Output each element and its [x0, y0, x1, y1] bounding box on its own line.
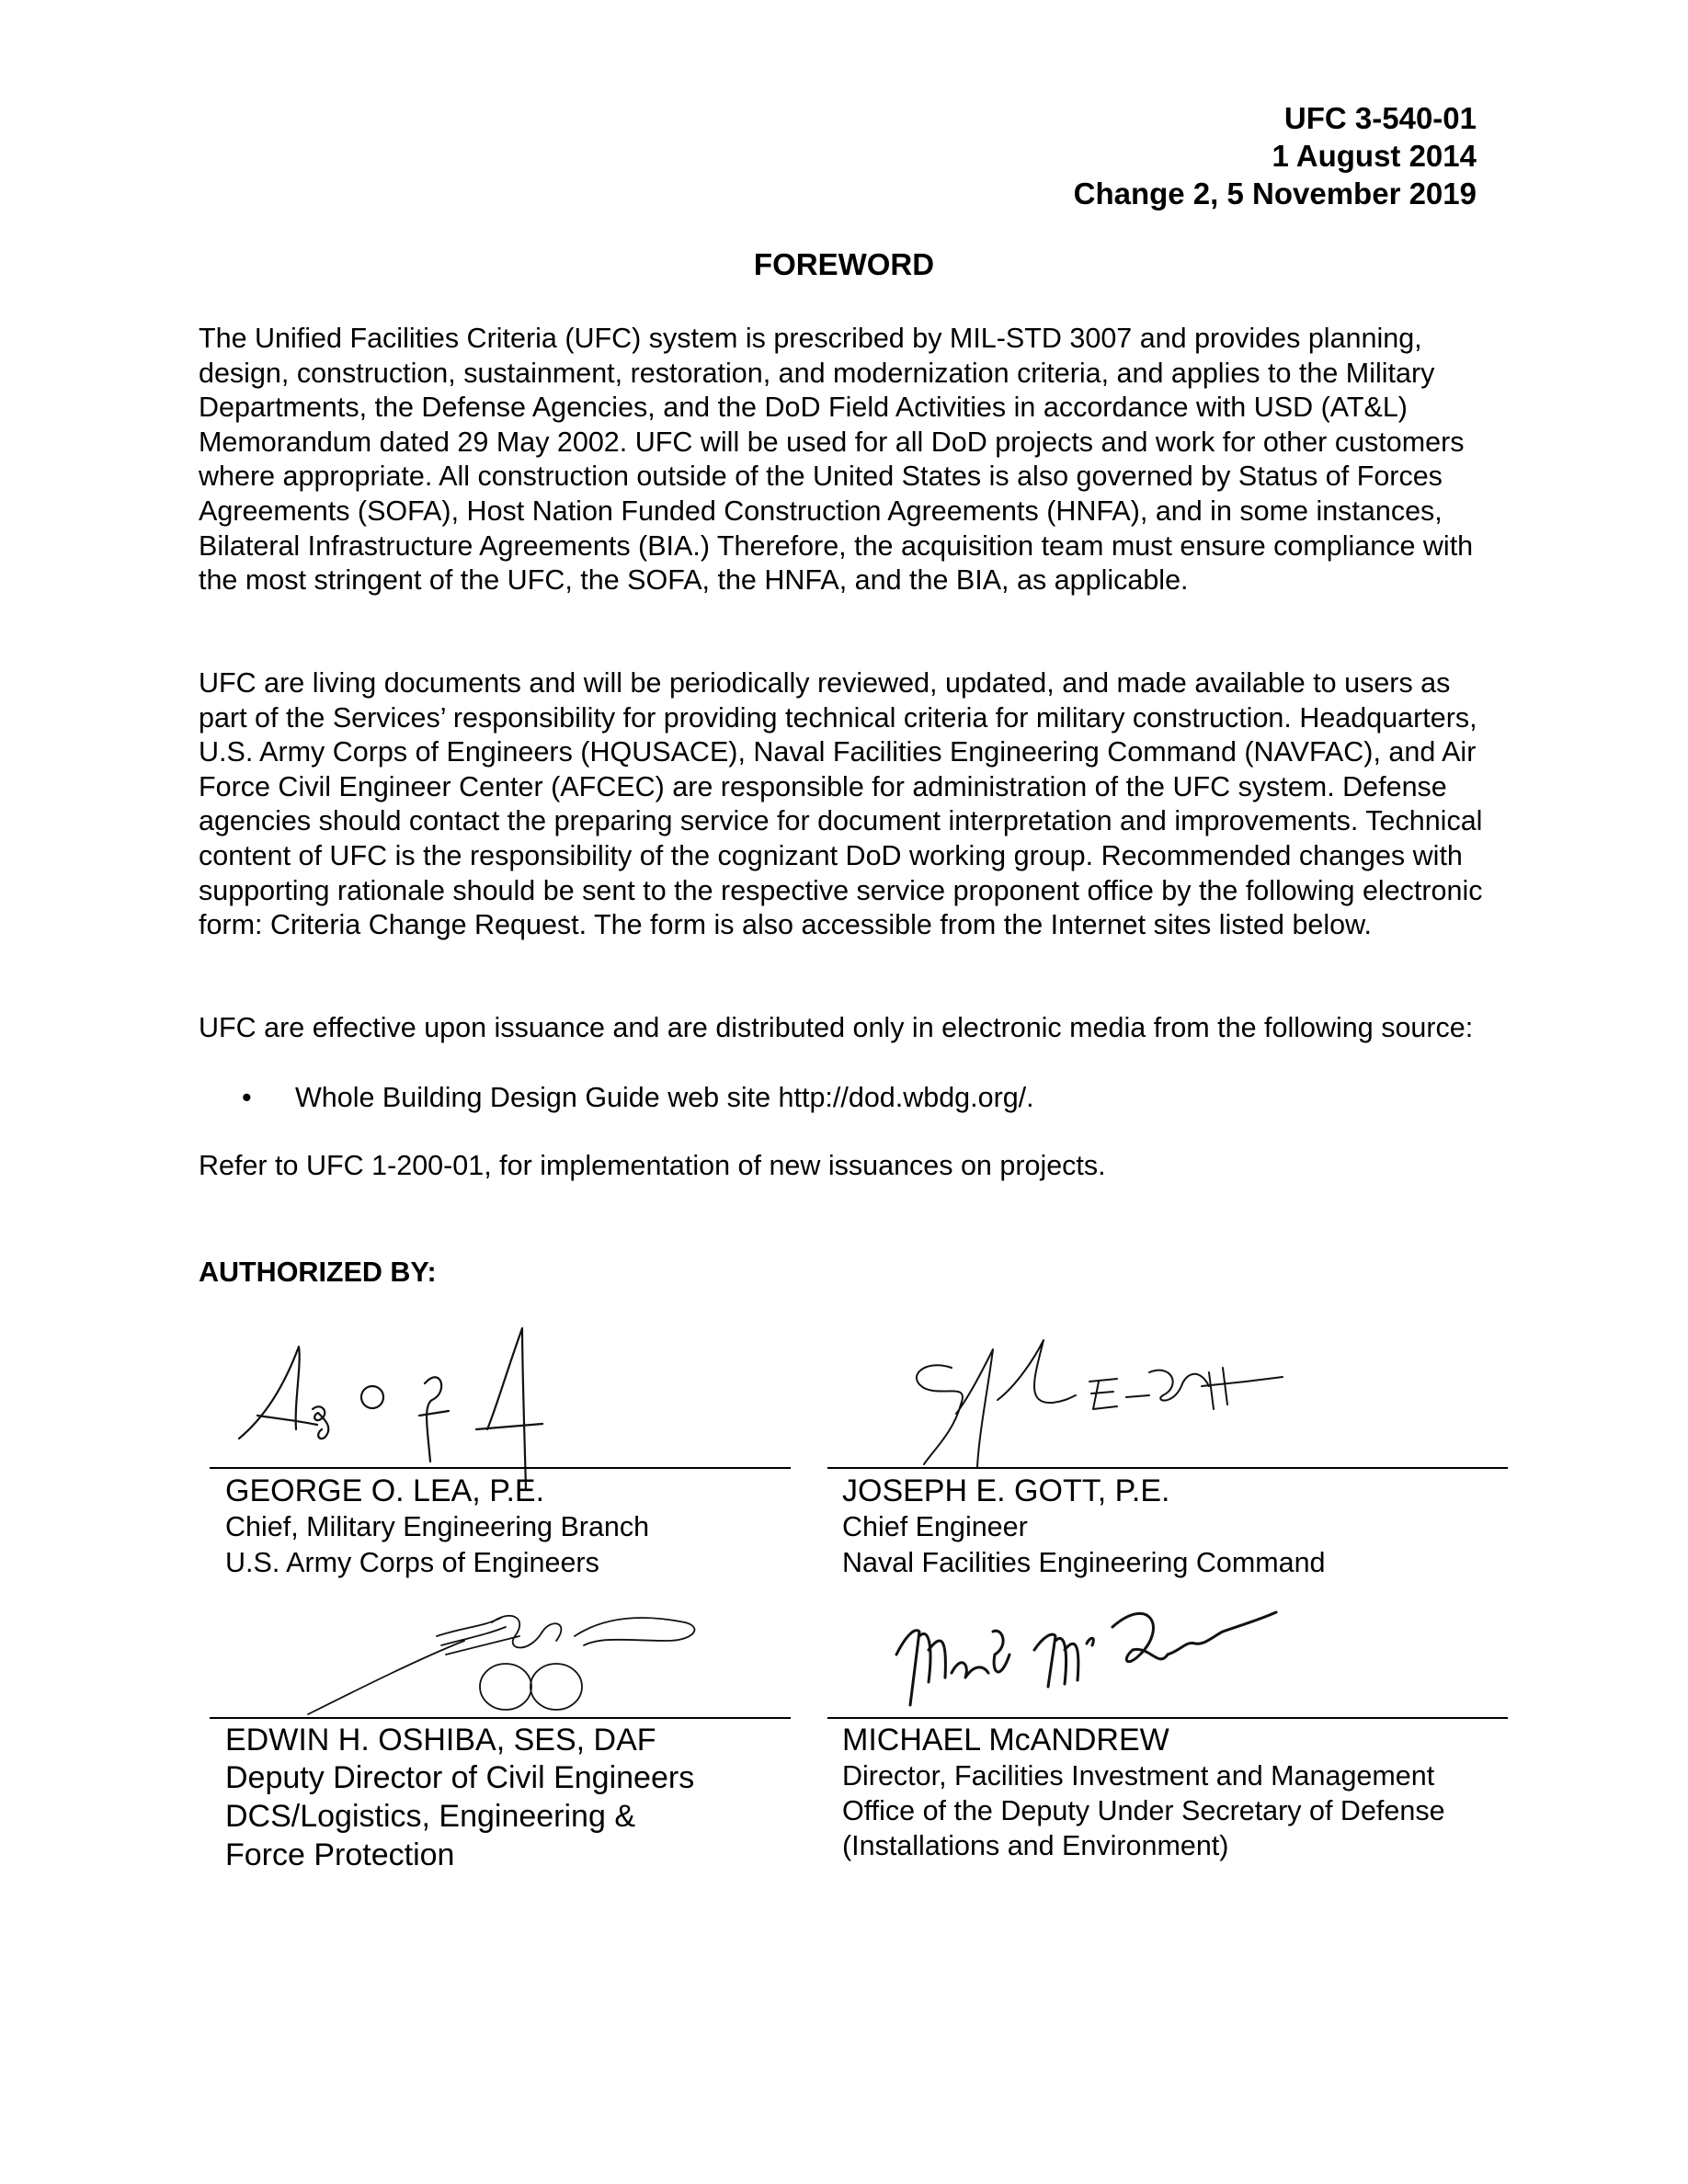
page-title: FOREWORD — [753, 247, 935, 281]
signature-lea — [230, 1328, 588, 1489]
document-number: UFC 3-540-01 — [1283, 101, 1477, 135]
list-item — [242, 1081, 1034, 1116]
document-date: 1 August 2014 — [1272, 139, 1477, 173]
paragraph-ufc-system: The Unified Facilities Criteria (UFC) system is prescribed by MIL-STD 3007 and provides planning, design, construction, sustainment, restoration, and modernization criteria, and applies to the Military Departments, the Defense Agencies, and the DoD Field Activities in accordance with USD (AT&L) Memorandum dated 29 May 2002. UFC will be used for all DoD projects and work for other customers where appropriate. All construction outside of the United States is also governed by Status of Forces Agreements (SOFA), Host Nation Funded Construction Agreements (HNFA), and in some instances, Bilateral Infrastructure Agreements (BIA.) Therefore, the acquisition team must ensure compliance with the most stringent of the UFC, the SOFA, the HNFA, and the BIA, as applicable. — [199, 323, 1474, 597]
bullet-text: Whole Building Design Guide web site http://dod.wbdg.org/. — [295, 1082, 1034, 1113]
signatory-organization-cont: Force Protection — [225, 1837, 455, 1872]
signatory-organization: Naval Facilities Engineering Command — [842, 1547, 1326, 1578]
signatory-name: EDWIN H. OSHIBA, SES, DAF — [225, 1723, 656, 1757]
signature-line-oshiba — [210, 1717, 791, 1719]
signatory-name: MICHAEL McANDREW — [842, 1723, 1169, 1757]
signatory-organization-cont: (Installations and Environment) — [842, 1830, 1229, 1861]
signature-line-lea — [210, 1467, 791, 1469]
paragraph-living-documents: UFC are living documents and will be periodically reviewed, updated, and made available to users as part of the Services’ responsibility for providing technical criteria for military construction. Headquarters, U.S. Army Corps of Engineers (HQUSACE), Naval Facilities Engineering Command (NAVFAC), and Air Force Civil Engineer Center (AFCEC) are responsible for administration of the UFC system. Defense agencies should contact the preparing service for document interpretation and improvements. Technical content of UFC is the responsibility of the cognizant DoD working group. Recommended changes with supporting rationale should be sent to the respective service proponent office by the following electronic form: Criteria Change Request. The form is also accessible from the Internet sites listed below. — [199, 667, 1483, 941]
signatory-title: Director, Facilities Investment and Management — [842, 1760, 1435, 1792]
document-header — [1074, 99, 1477, 212]
signatory-organization: Office of the Deputy Under Secretary of Defense — [842, 1795, 1445, 1826]
signatory-gott — [842, 1473, 1326, 1581]
signatory-title: Deputy Director of Civil Engineers — [225, 1760, 695, 1795]
signatory-organization: DCS/Logistics, Engineering & — [225, 1799, 636, 1834]
signatory-name: GEORGE O. LEA, P.E. — [225, 1473, 545, 1508]
signatory-oshiba — [225, 1722, 694, 1874]
signature-line-gott — [827, 1467, 1508, 1469]
signature-line-mcandrew — [827, 1717, 1508, 1719]
signatory-title: Chief Engineer — [842, 1511, 1028, 1542]
signatory-lea — [225, 1473, 649, 1581]
paragraph-distribution: UFC are effective upon issuance and are distributed only in electronic media from the following source: — [199, 1012, 1474, 1043]
signatory-title: Chief, Military Engineering Branch — [225, 1511, 650, 1542]
signature-oshiba — [308, 1599, 713, 1719]
bullet-marker: • — [242, 1082, 252, 1113]
signature-gott — [896, 1331, 1319, 1469]
signature-mcandrew — [892, 1599, 1278, 1710]
signatory-organization: U.S. Army Corps of Engineers — [225, 1547, 599, 1578]
change-notice: Change 2, 5 November 2019 — [1073, 176, 1477, 210]
paragraph-implementation: Refer to UFC 1-200-01, for implementation of new issuances on projects. — [199, 1150, 1106, 1181]
signatory-name: JOSEPH E. GOTT, P.E. — [842, 1473, 1170, 1508]
authorized-by-label: AUTHORIZED BY: — [199, 1257, 437, 1288]
signatory-mcandrew — [842, 1722, 1445, 1863]
